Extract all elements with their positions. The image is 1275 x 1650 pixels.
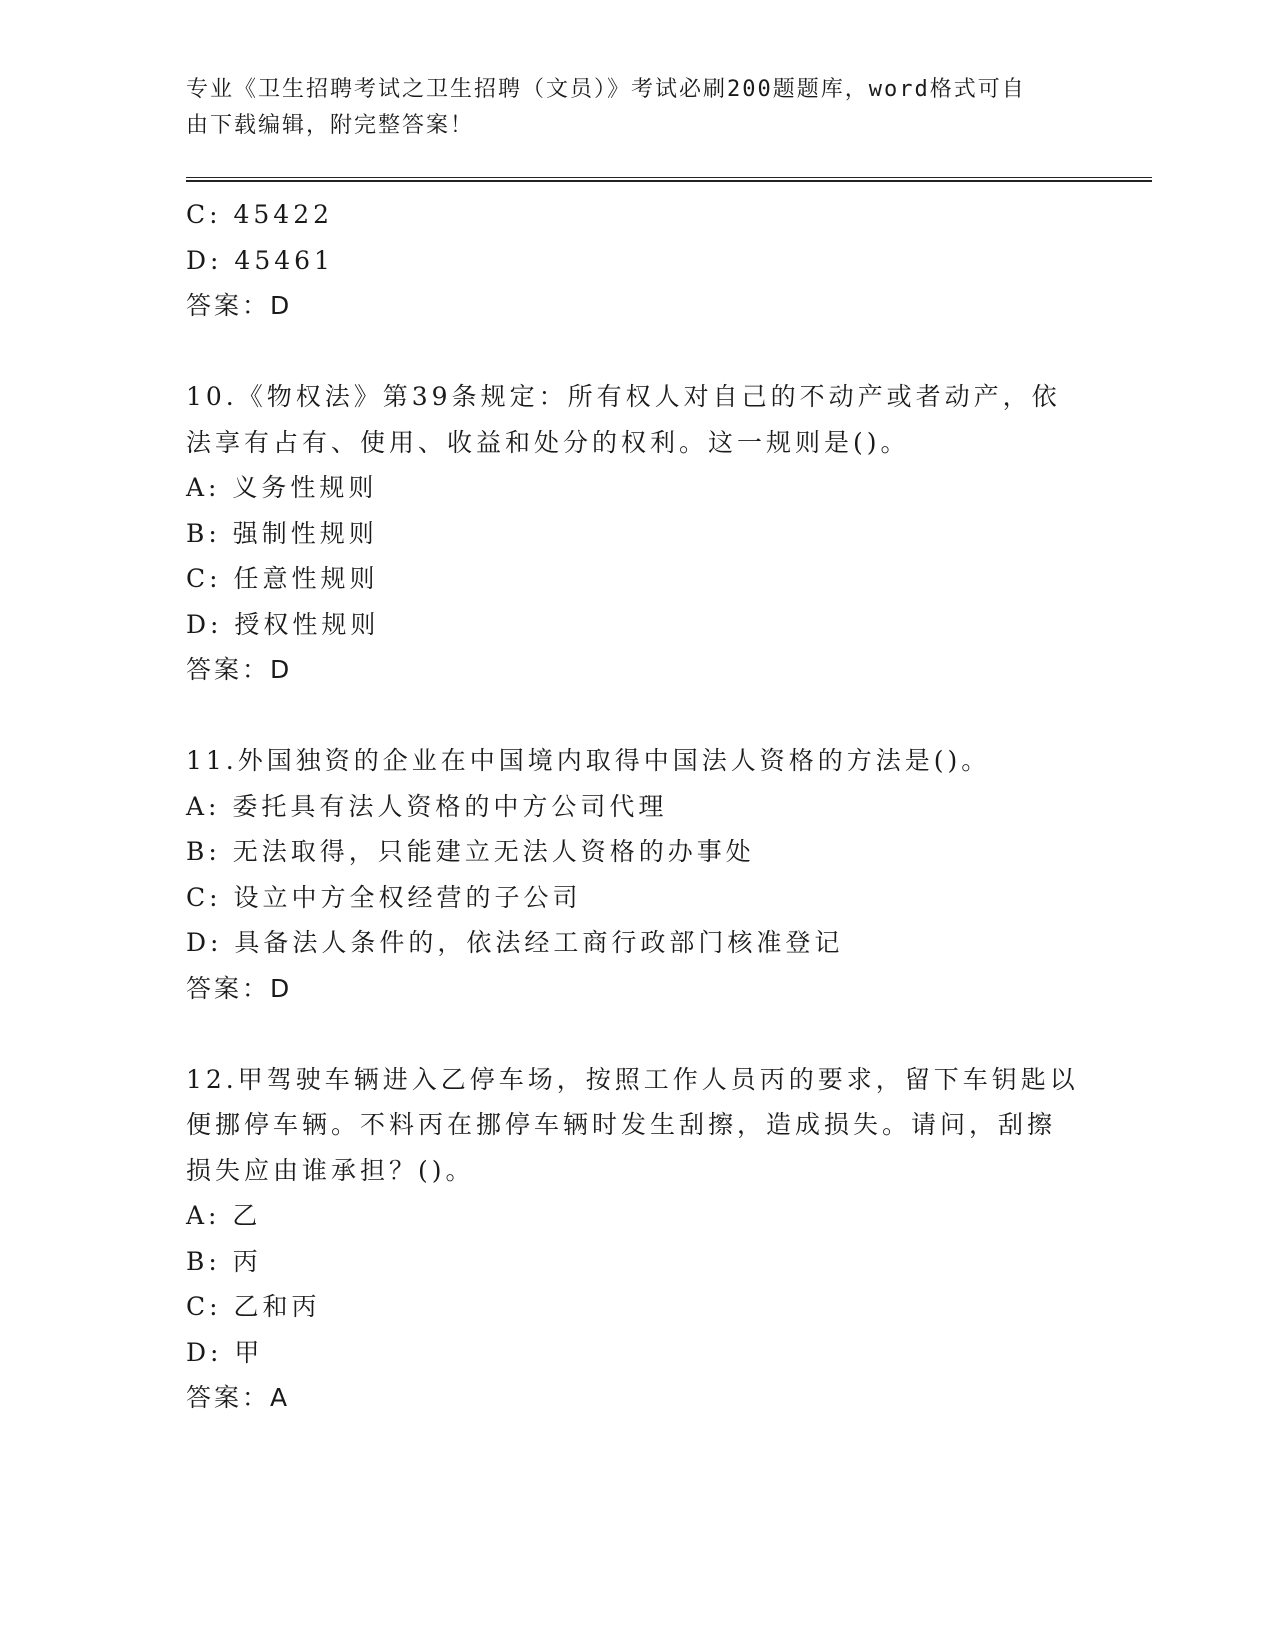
question-stem: 11.外国独资的企业在中国境内取得中国法人资格的方法是()。: [186, 746, 991, 775]
page-header: [186, 72, 1086, 144]
question-stem: 12.甲驾驶车辆进入乙停车场，按照工作人员丙的要求，留下车钥匙以: [186, 1064, 1079, 1094]
option-d: D: 45461: [186, 245, 334, 275]
option-c: C: 任意性规则: [186, 564, 379, 593]
header-line-1: 专业《卫生招聘考试之卫生招聘（文员）》考试必刷200题题库，word格式可自: [186, 77, 1026, 102]
option-d: D: 甲: [186, 1337, 264, 1367]
option-d: D: 授权性规则: [186, 609, 380, 639]
answer-line: 答案：A: [186, 1383, 291, 1412]
answer-line: 答案：D: [186, 655, 293, 684]
option-a: A: 乙: [186, 1201, 262, 1230]
header-line-2: 由下载编辑，附完整答案！: [186, 113, 475, 138]
header-rule: [186, 177, 1152, 182]
question-stem: 法享有占有、使用、收益和处分的权利。这一规则是()。: [186, 427, 910, 457]
option-b: B: 无法取得，只能建立无法人资格的办事处: [186, 837, 755, 866]
document-body: [186, 192, 1086, 1421]
option-a: A: 委托具有法人资格的中方公司代理: [186, 791, 668, 821]
option-c: C: 45422: [186, 200, 334, 229]
spacer: [186, 329, 1086, 375]
question-12: [186, 1057, 1086, 1421]
spacer: [186, 693, 1086, 739]
answer-line: 答案：D: [186, 291, 293, 320]
question-11: [186, 738, 1086, 1011]
question-stem: 10.《物权法》第39条规定：所有权人对自己的不动产或者动产，依: [186, 382, 1061, 411]
question-10: [186, 374, 1086, 693]
answer-line: 答案：D: [186, 973, 293, 1003]
prev-question-tail: [186, 192, 1086, 329]
question-stem: 损失应由谁承担？()。: [186, 1155, 475, 1185]
option-c: C: 设立中方全权经营的子公司: [186, 882, 582, 912]
option-a: A: 义务性规则: [186, 473, 378, 502]
option-b: B: 强制性规则: [186, 518, 378, 548]
spacer: [186, 1011, 1086, 1057]
option-d: D: 具备法人条件的，依法经工商行政部门核准登记: [186, 928, 844, 957]
option-c: C: 乙和丙: [186, 1292, 321, 1321]
option-b: B: 丙: [186, 1246, 262, 1276]
question-stem: 便挪停车辆。不料丙在挪停车辆时发生刮擦，造成损失。请问，刮擦: [186, 1110, 1057, 1139]
